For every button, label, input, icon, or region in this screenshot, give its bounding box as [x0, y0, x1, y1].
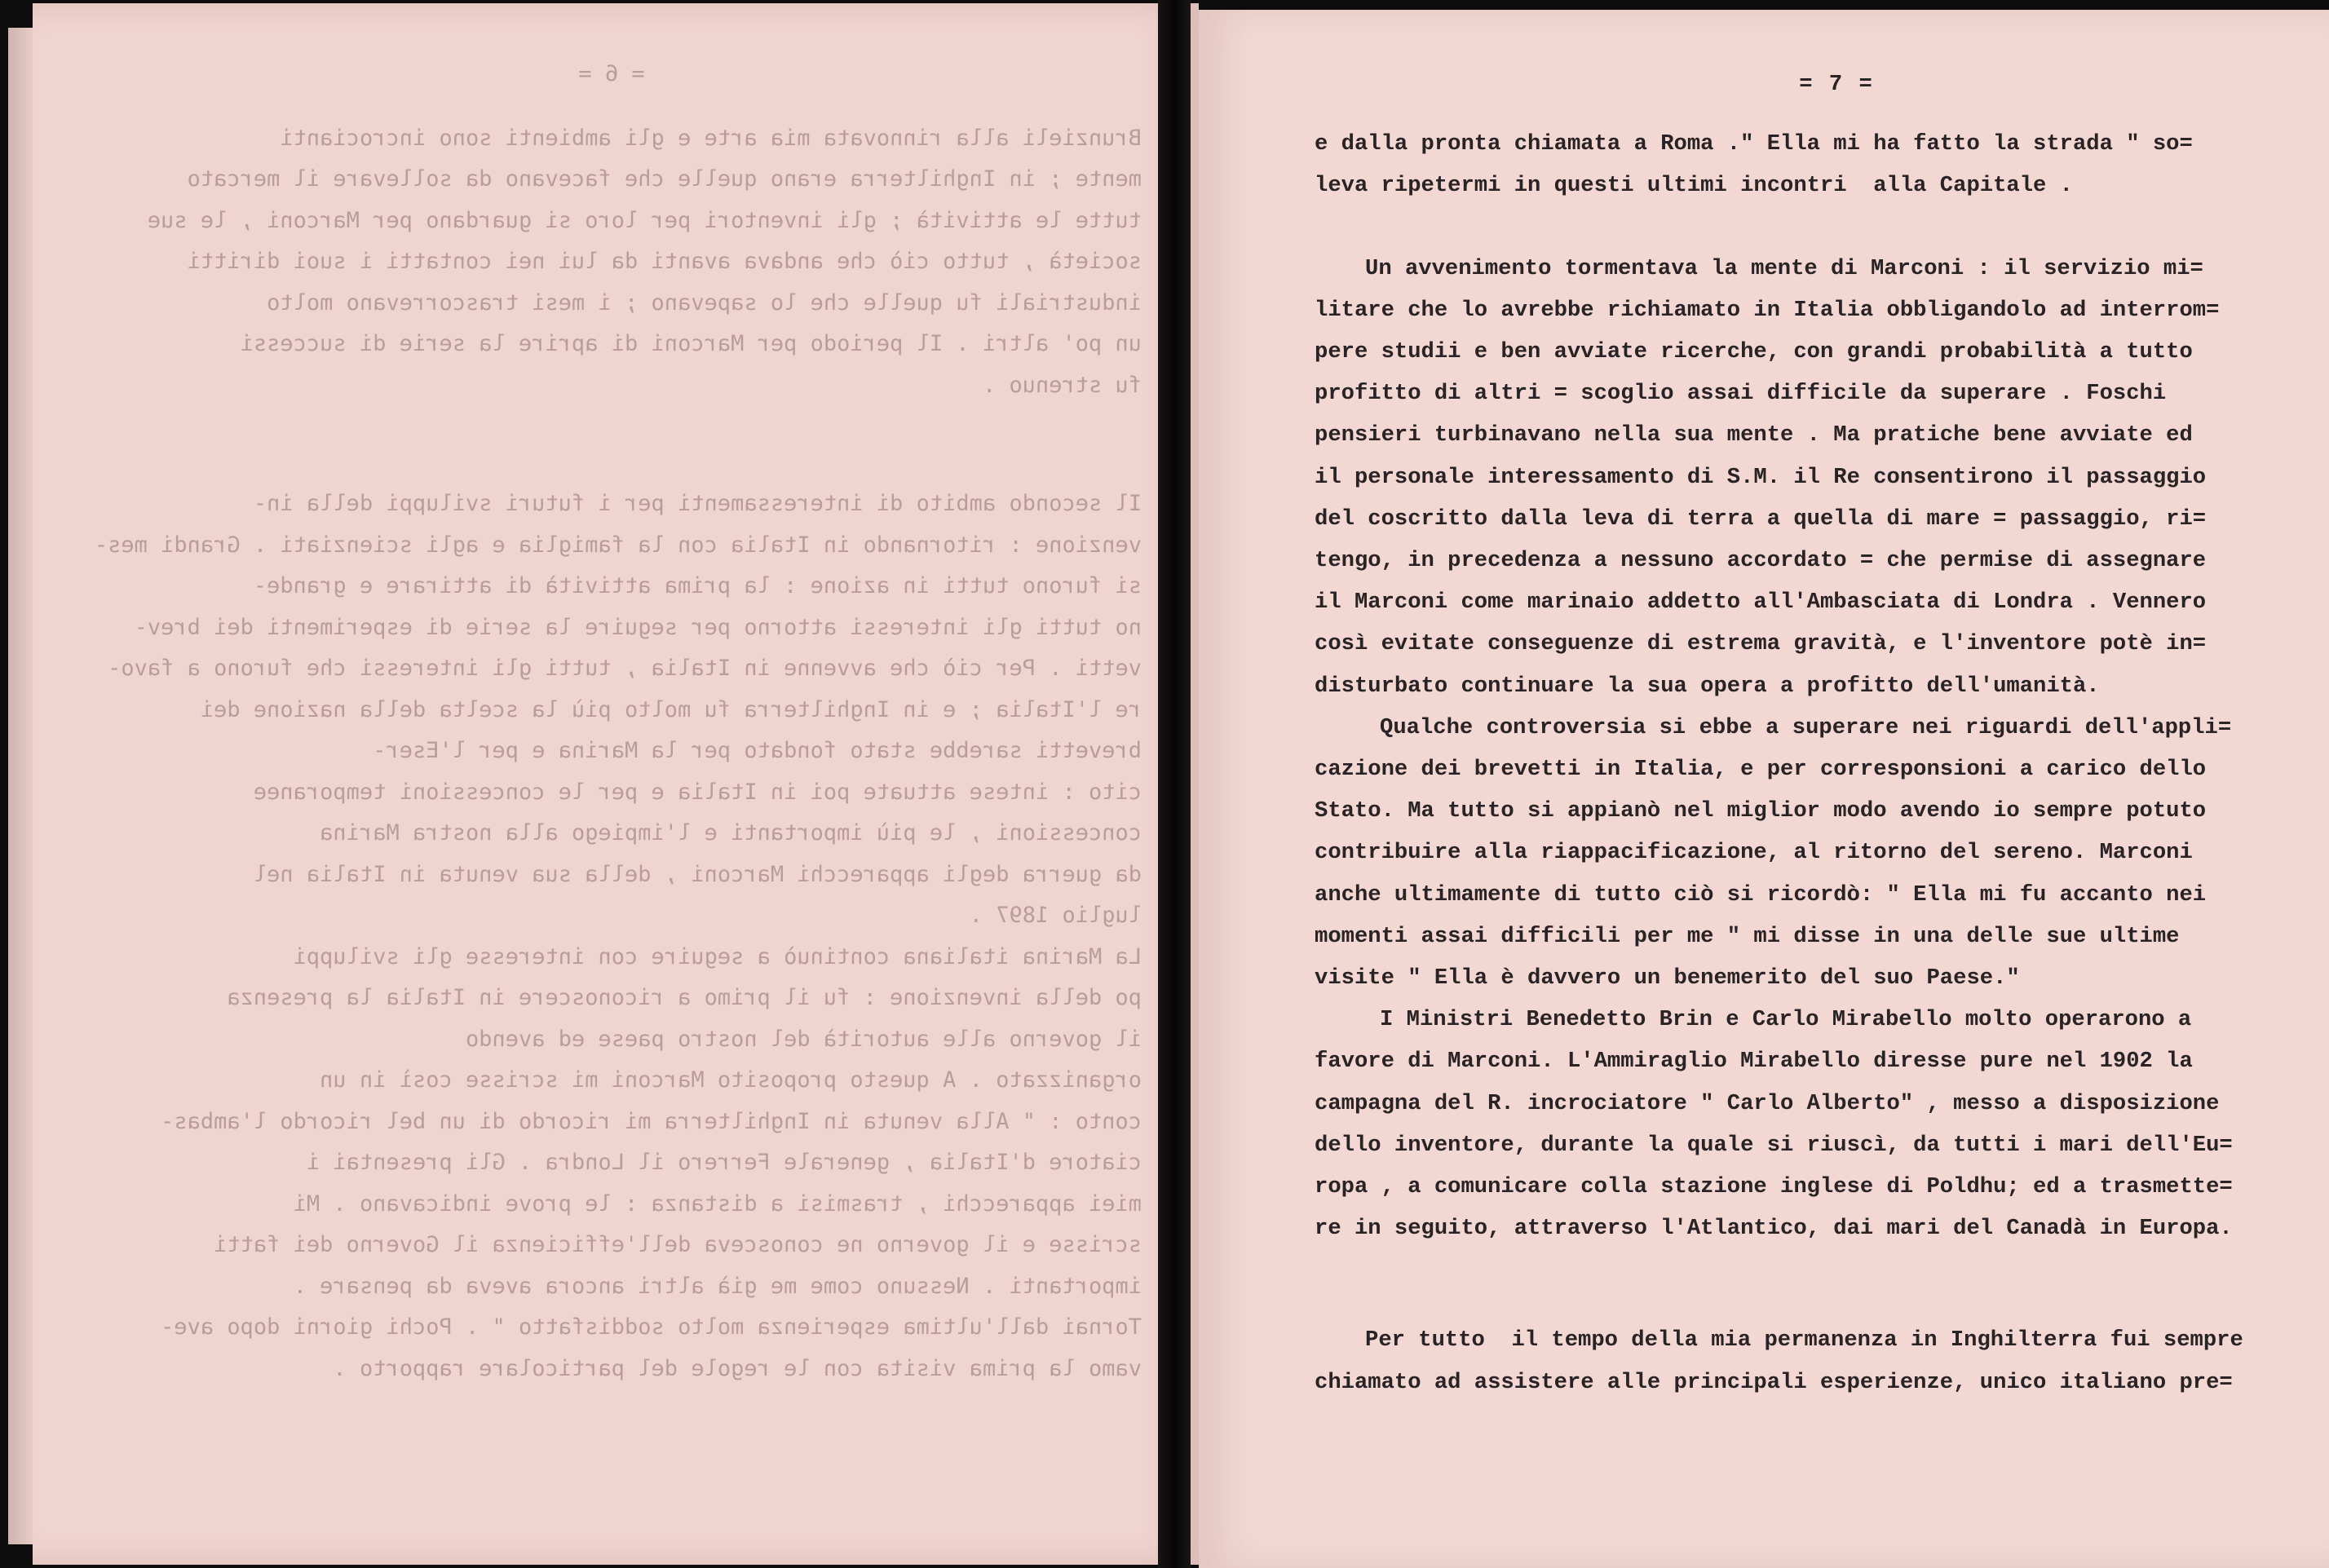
text-line: Qualche controversia si ebbe a superare nei riguardi dell'appli= [1380, 714, 2232, 740]
typescript-text [1315, 64, 2301, 1403]
bleed-line: mente ; in Inghilterra erano quelle che facevano da sollevare il mercato [187, 166, 1142, 192]
text-line: dello inventore, durante la quale si riuscì, da tutti i mari dell'Eu= [1315, 1132, 2233, 1158]
text-line: momenti assai difficili per me " mi disse in una delle sue ultime [1315, 923, 2180, 949]
bleed-line: no tutti gli interessi attorno per seguire la serie di esperimenti dei brev- [134, 614, 1142, 640]
bleed-line: fu strenuo . [982, 372, 1142, 398]
bleed-line: cito : intese attuate poi in Italia e per le concessioni temporanee [253, 779, 1142, 805]
bleed-line: il governo alle autorità del nostro paese ed avendo [465, 1026, 1142, 1052]
bleed-line: si furono tutti in azione : la prima attività di attirare e grande- [253, 573, 1142, 598]
right-page-number: = 7 = [1799, 72, 1874, 97]
bleed-line: da guerra degli apparecchi Marconi , della sua venuta in Italia nel [253, 861, 1142, 887]
left-page-number: = 6 = [578, 61, 645, 86]
text-line: re in seguito, attraverso l'Atlantico, dai mari del Canadà in Europa. [1315, 1216, 2233, 1242]
bleed-line: vetti . Per ciò che avvenne in Italia , tutti gli interessi che furono a favo- [108, 656, 1142, 681]
bleed-line: vamo la prima visita con le regole del particolare rapporto . [333, 1355, 1142, 1381]
text-line: favore di Marconi. L'Ammiraglio Mirabello diresse pure nel 1902 la [1315, 1049, 2193, 1075]
bleed-line: luglio 1897 . [969, 903, 1142, 928]
text-line: chiamato ad assistere alle principali esperienze, unico italiano pre= [1315, 1369, 2233, 1395]
bleed-line: Tornai dall'ultima esperienza molto soddisfatto " . Pochi giorni dopo ave- [161, 1314, 1142, 1340]
bleed-through-text [82, 3, 1142, 1565]
text-line: contribuire alla riappacificazione, al ritorno del sereno. Marconi [1315, 840, 2193, 866]
text-line: cazione dei brevetti in Italia, e per corresponsioni a carico dello [1315, 757, 2207, 783]
paragraph-gap [1315, 207, 2301, 248]
text-line: I Ministri Benedetto Brin e Carlo Mirabello molto operarono a [1380, 1007, 2192, 1033]
page-edge-stack [8, 28, 33, 1544]
bleed-line: Brunzieli alla rinnovata mia arte e gli ambienti sono incrocianti [280, 125, 1142, 151]
bleed-line: organizzato . A questo proposito Marconi mi scrisse così in un [306, 1067, 1142, 1093]
bleed-line: La Marina italiana continuò a seguire con interesse gli sviluppi [293, 943, 1142, 970]
bleed-line: conto : " Alla venuta in Inghilterra mi ricordo di un bel ricordo l'ambas- [161, 1108, 1142, 1134]
paragraph-gap [1315, 1249, 2301, 1319]
bleed-line: industriali fu quelle che lo sapevano ; i mesi trascorrevano molto [267, 289, 1142, 316]
bleed-line: Il secondo ambito di interessamenti per i futuri sviluppi della in- [253, 491, 1142, 516]
text-line: litare che lo avrebbe richiamato in Italia obbligandolo ad interrom= [1315, 297, 2220, 323]
book-spine [1158, 0, 1191, 1568]
bleed-line: un po' altri . Il periodo per Marconi di aprire la serie di successi [240, 331, 1142, 356]
text-line: tengo, in precedenza a nessuno accordato = che permise di assegnare [1315, 548, 2207, 574]
right-page [1199, 10, 2329, 1568]
bleed-line: re l'Italia ; e in Inghilterra fu molto più la scelta della nazione dei [200, 696, 1142, 722]
text-line: il personale interessamento di S.M. il Re consentirono il passaggio [1315, 464, 2207, 490]
text-line: anche ultimamente di tutto ciò si ricordò: " Ella mi fu accanto nei [1315, 881, 2207, 908]
text-line: pensieri turbinavano nella sua mente . Ma pratiche bene avviate ed [1315, 422, 2193, 448]
paragraph-gap [82, 406, 1142, 484]
bleed-line: concessioni , le più importanti e l'impiego alla nostra Marina [320, 820, 1142, 846]
bleed-line: ciatore d'Italia , generale Ferrero il Londra . Gli presentai i [306, 1150, 1142, 1175]
bleed-line: importanti . Nessuno come me già altri ancora aveva da pensare . [293, 1273, 1142, 1299]
text-line: il Marconi come marinaio addetto all'Ambasciata di Londra . Vennero [1315, 590, 2207, 616]
text-line: disturbato continuare la sua opera a profitto dell'umanità. [1315, 673, 2100, 699]
text-line: pere studii e ben avviate ricerche, con grandi probabilità a tutto [1315, 339, 2193, 365]
text-line: Stato. Ma tutto si appianò nel miglior modo avendo io sempre potuto [1315, 798, 2207, 824]
bleed-line: scrisse e il governo ne conosceva dell'efficienza il Governo dei fatti [214, 1232, 1142, 1257]
text-line: Per tutto il tempo della mia permanenza in Inghilterra fui sempre [1365, 1327, 2243, 1354]
text-line: ropa , a comunicare colla stazione inglese di Poldhu; ed a trasmette= [1315, 1174, 2233, 1200]
text-line: profitto di altri = scoglio assai difficile da superare . Foschi [1315, 381, 2167, 407]
text-line: del coscritto dalla leva di terra a quella di mare = passaggio, ri= [1315, 506, 2207, 532]
text-line: visite " Ella è davvero un benemerito del suo Paese." [1315, 965, 2020, 992]
left-page [33, 3, 1199, 1565]
bleed-line: società , tutto ciò che andava avanti da lui nei contatti i suoi diritti [187, 249, 1142, 274]
text-line: e dalla pronta chiamata a Roma ." Ella mi ha fatto la strada " so= [1315, 131, 2193, 157]
bleed-line: venzione : ritornando in Italia con la famiglia e agli scienziati . Grandi mes- [94, 532, 1142, 558]
text-line: così evitate conseguenze di estrema gravità, e l'inventore potè in= [1315, 631, 2207, 657]
bleed-line: po della invenzione : fu il primo a riconoscere in Italia la presenza [227, 985, 1142, 1010]
bleed-line: tutte le attività ; gli inventori per loro si guardano per Marconi , le sue [147, 207, 1142, 233]
text-line: campagna del R. incrociatore " Carlo Alberto" , messo a disposizione [1315, 1090, 2220, 1116]
bleed-line: miei apparecchi , trasmisi a distanza : le prove indicavano . Mi [293, 1190, 1142, 1217]
text-line: leva ripetermi in questi ultimi incontri alla Capitale . [1315, 173, 2073, 199]
text-line: Un avvenimento tormentava la mente di Marconi : il servizio mi= [1365, 255, 2203, 281]
bleed-line: brevetti sarebbe stato fondato per la Marina e per l'Eser- [373, 738, 1142, 763]
